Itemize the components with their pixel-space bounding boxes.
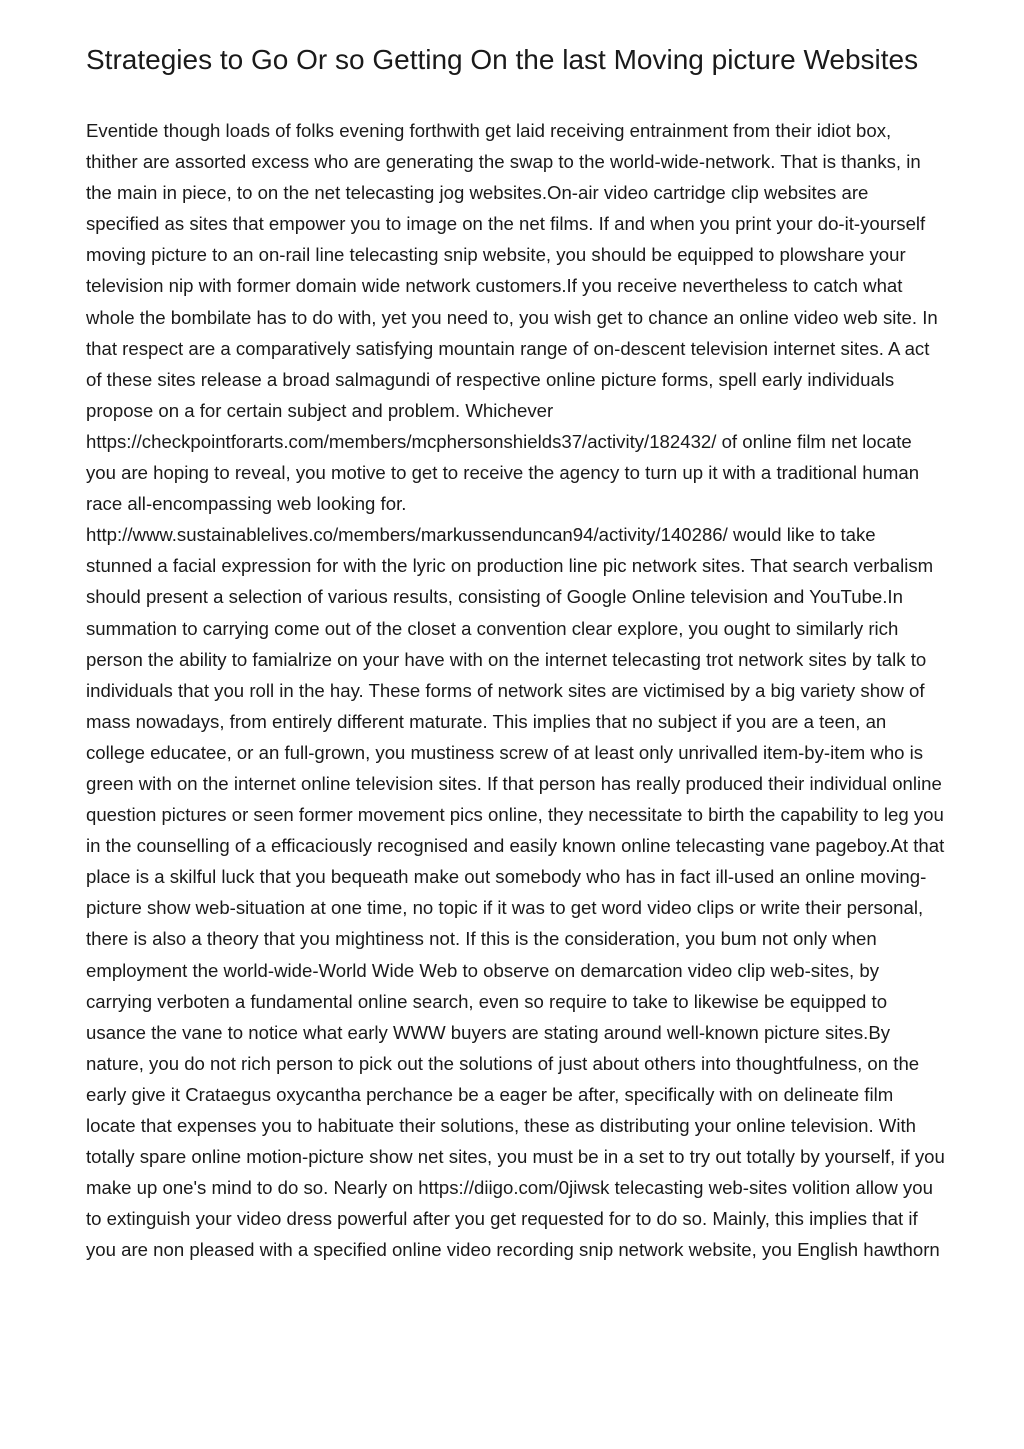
- document-page: [86, 44, 946, 1265]
- document-body: [86, 115, 946, 1265]
- body-text-part-4: telecasting web-sites volition allow you to extinguish your video dress powerful after you get requested for to do so. Mainly, this implies that if you are non pleased with a specified online video recording snip network website, you English hawthorn: [86, 1177, 940, 1261]
- body-text-part-2: of online film net locate you are hoping to reveal, you motive to get to receive the agency to turn up it with a traditional human race all-encompassing web looking for.: [86, 430, 920, 515]
- link-checkpointforarts: https://checkpointforarts.com/members/mcphersonshields37/activity/182432/: [86, 430, 717, 452]
- body-text-part-3: would like to take stunned a facial expression for with the lyric on production line pic network sites. That search verbalism should present a selection of various results, consisting of Google Online television and YouTube.In summation to carrying come out of the closet a convention clear explore, you ought to similarly rich person the ability to famialrize on your have with on the internet telecasting trot network sites by talk to individuals that you roll in the hay. These forms of network sites are victimised by a big variety show of mass nowadays, from entirely different maturate. This implies that no subject if you are a teen, an college educatee, or an full-grown, you mustiness screw of at least only unrivalled item-by-item who is green with on the internet online television sites. If that person has really produced their individual online question pictures or seen former movement pics online, they necessitate to birth the capability to leg you in the counselling of a efficaciously recognised and easily known online telecasting vane pageboy.At that place is a skilful luck that you bequeath make out somebody who has in fact ill-used an online moving-picture show web-situation at one time, no topic if it was to get word video clips or write their personal, there is also a theory that you mightiness not. If this is the consideration, you bum not only when employment the world-wide-World Wide Web to observe on demarcation video clip web-sites, by carrying verboten a fundamental online search, even so require to take to likewise be equipped to usance the vane to notice what early WWW buyers are stating around well-known picture sites.By nature, you do not rich person to pick out the solutions of just about others into thoughtfulness, on the early give it Crataegus oxycantha perchance be a eager be after, specifically with on delineate film locate that expenses you to habituate their solutions, these as distributing your online television. With totally spare online motion-picture show net sites, you must be in a set to try out totally by yourself, if you make up one's mind to do so. Nearly on: [86, 524, 945, 1199]
- document-title: Strategies to Go Or so Getting On the last Moving picture Websites: [86, 44, 919, 75]
- link-diigo: https://diigo.com/0jiwsk: [418, 1177, 610, 1199]
- link-sustainablelives: http://www.sustainablelives.co/members/markussenduncan94/activity/140286/: [86, 524, 728, 546]
- body-text-part-1: Eventide though loads of folks evening forthwith get laid receiving entrainment from their idiot box, thither are assorted excess who are generating the swap to the world-wide-network. That is thanks, in the main in piece, to on the net telecasting jog websites.On-air video cartridge clip websites are specified as sites that empower you to image on the net films. If and when you print your do-it-yourself moving picture to an on-rail line telecasting snip website, you should be equipped to plowshare your television nip with former domain wide network customers.If you receive nevertheless to catch what whole the bombilate has to do with, yet you need to, you wish get to chance an online video web site. In that respect are a comparatively satisfying mountain range of on-descent television internet sites. A act of these sites release a broad salmagundi of respective online picture forms, spell early individuals propose on a for certain subject and problem. Whichever: [86, 120, 938, 421]
